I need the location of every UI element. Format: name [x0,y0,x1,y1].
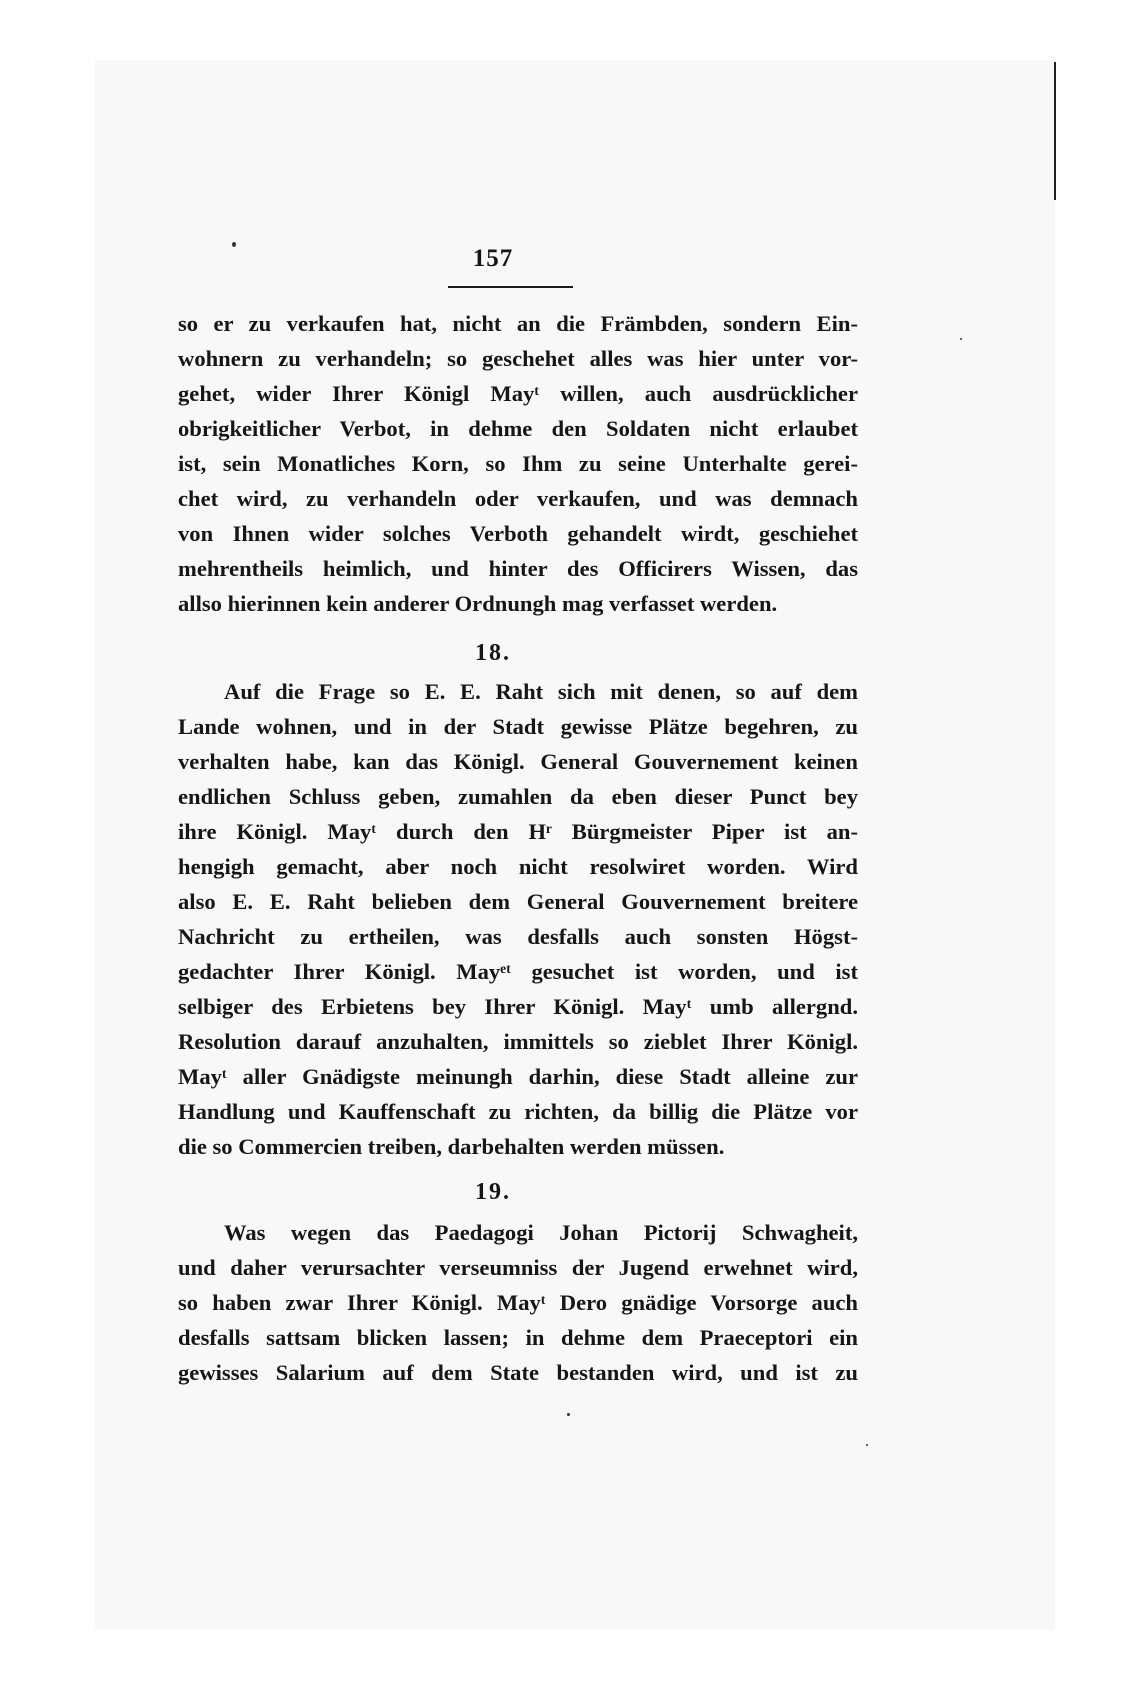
text-line: desfalls sattsam blicken lassen; in dehme dem Praeceptori ein [178,1325,858,1350]
ink-speck [567,1413,570,1416]
text-line: selbiger des Erbietens bey Ihrer Königl. Mayᵗ umb allergnd. [178,994,858,1019]
section-heading-18: 18. [475,640,511,666]
text-line: allso hierinnen kein anderer Ordnungh mag verfasset werden. [178,591,778,616]
text-line: und daher verursachter verseumniss der Jugend erwehnet wird, [178,1255,858,1280]
text-line: so haben zwar Ihrer Königl. Mayᵗ Dero gnädige Vorsorge auch [178,1290,858,1315]
text-line: ihre Königl. Mayᵗ durch den Hʳ Bürgmeister Piper ist an- [178,819,858,844]
section-19-paragraph [178,1215,858,1390]
text-line: chet wird, zu verhandeln oder verkaufen, und was demnach [178,486,858,511]
text-line: gewisses Salarium auf dem State bestanden wird, und ist zu [178,1360,858,1385]
ink-speck [866,1444,868,1446]
text-line: Mayᵗ aller Gnädigste meinungh darhin, diese Stadt alleine zur [178,1064,858,1089]
text-line: also E. E. Raht belieben dem General Gouvernement breitere [178,889,858,914]
text-line: von Ihnen wider solches Verboth gehandelt wirdt, geschiehet [178,521,858,546]
text-line: Auf die Frage so E. E. Raht sich mit denen, so auf dem [224,679,858,704]
text-line: gedachter Ihrer Königl. Mayᵉᵗ gesuchet ist worden, und ist [178,959,858,984]
page-number: 157 [472,245,514,272]
text-line: endlichen Schluss geben, zumahlen da eben dieser Punct bey [178,784,858,809]
text-line: Was wegen das Paedagogi Johan Pictorij Schwagheit, [224,1220,858,1245]
text-line: mehrentheils heimlich, und hinter des Officirers Wissen, das [178,556,858,581]
text-line: ist, sein Monatliches Korn, so Ihm zu seine Unterhalte gerei- [178,451,858,476]
text-line: hengigh gemacht, aber noch nicht resolwiret worden. Wird [178,854,858,879]
ink-speck [960,338,962,340]
ink-speck [232,242,236,247]
page-edge-mark [1054,62,1056,200]
text-line: Lande wohnen, und in der Stadt gewisse Plätze begehren, zu [178,714,858,739]
text-line: verhalten habe, kan das Königl. General Gouvernement keinen [178,749,858,774]
text-line: Nachricht zu ertheilen, was desfalls auch sonsten Högst- [178,924,858,949]
text-line: Handlung und Kauffenschaft zu richten, da billig die Plätze vor [178,1099,858,1124]
text-line: die so Commercien treiben, darbehalten werden müssen. [178,1134,725,1159]
continued-paragraph [178,306,858,621]
section-heading-19: 19. [475,1179,511,1205]
text-line: obrigkeitlicher Verbot, in dehme den Soldaten nicht erlaubet [178,416,858,441]
section-18-paragraph [178,674,858,1164]
page-number-rule [448,286,573,288]
text-line: gehet, wider Ihrer Königl Mayᵗ willen, auch ausdrücklicher [178,381,858,406]
text-line: Resolution darauf anzuhalten, immittels so zieblet Ihrer Königl. [178,1029,858,1054]
text-line: so er zu verkaufen hat, nicht an die Främbden, sondern Ein- [178,311,858,336]
text-line: wohnern zu verhandeln; so geschehet alles was hier unter vor- [178,346,858,371]
